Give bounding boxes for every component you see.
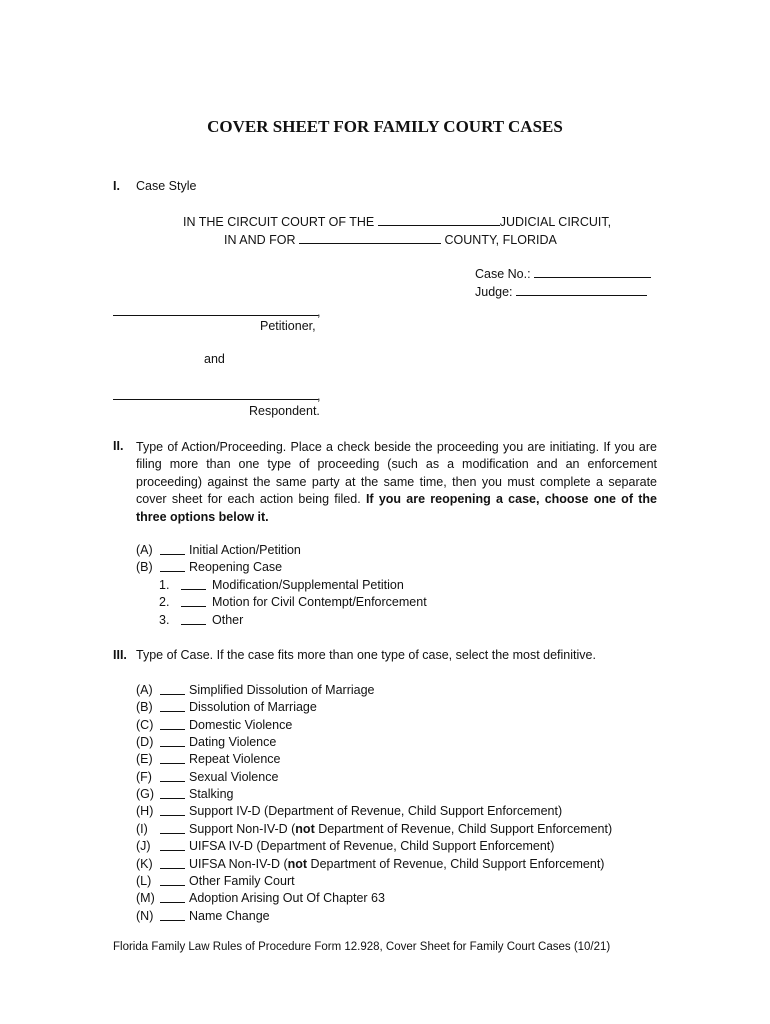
item-label: (L) [136, 873, 152, 888]
item-text-emphasis: not [287, 856, 308, 871]
court-line1-text-b: JUDICIAL CIRCUIT, [499, 215, 612, 229]
item-text: Domestic Violence [189, 717, 293, 732]
item-label: 1. [159, 577, 170, 592]
item-label: (D) [136, 735, 154, 750]
checkbox-blank[interactable] [160, 729, 185, 730]
item-label: (B) [136, 700, 153, 715]
respondent-comma: , [317, 389, 321, 403]
court-line2-text-b: COUNTY, FLORIDA [444, 233, 557, 247]
checkbox-blank[interactable] [160, 885, 185, 886]
item-label: (A) [136, 683, 153, 697]
reopen-option-item [159, 613, 559, 630]
case-type-item [136, 700, 636, 717]
item-text: Dissolution of Marriage [189, 700, 317, 715]
section1-numeral: I. [113, 179, 120, 193]
item-label: (N) [136, 908, 154, 923]
reopen-option-item [159, 578, 559, 595]
checkbox-blank[interactable] [181, 624, 206, 625]
case-type-item [136, 787, 636, 804]
case-type-item [136, 718, 636, 735]
item-label: (J) [136, 839, 151, 854]
section2-paragraph [136, 439, 657, 526]
item-text: Stalking [189, 787, 234, 802]
checkbox-blank[interactable] [160, 554, 185, 555]
court-line1-text-a: IN THE CIRCUIT COURT OF THE [183, 215, 375, 229]
item-text: Reopening Case [189, 560, 283, 575]
item-text-pre: Support Non-IV-D ( [189, 821, 296, 836]
judge-label: Judge: [475, 285, 513, 299]
checkbox-blank[interactable] [160, 694, 185, 695]
checkbox-blank[interactable] [160, 746, 185, 747]
item-label: (K) [136, 856, 153, 871]
section3-numeral: III. [113, 648, 127, 662]
court-line-1 [183, 214, 611, 229]
checkbox-blank[interactable] [160, 571, 185, 572]
checkbox-blank[interactable] [181, 589, 206, 590]
item-text: Other [212, 612, 244, 627]
item-label: (H) [136, 804, 154, 819]
checkbox-blank[interactable] [160, 868, 185, 869]
section2-bold-text: If you are reopening a case, choose one of the three options below it. [136, 492, 657, 524]
item-text: Adoption Arising Out Of Chapter 63 [189, 891, 385, 906]
item-text: Simplified Dissolution of Marriage [189, 683, 375, 697]
section1-heading: Case Style [136, 179, 197, 193]
petitioner-label: Petitioner, [260, 319, 316, 333]
checkbox-blank[interactable] [160, 833, 185, 834]
court-line2-text-a: IN AND FOR [224, 233, 296, 247]
case-no-row [475, 266, 651, 281]
case-no-label: Case No.: [475, 267, 531, 281]
case-type-item [136, 752, 636, 769]
case-no-blank[interactable] [534, 266, 651, 278]
case-type-item [136, 909, 636, 926]
item-label: (C) [136, 717, 154, 732]
item-text: Sexual Violence [189, 769, 279, 784]
item-text-post: Department of Revenue, Child Support Enforcement) [314, 821, 613, 836]
item-text: Support IV-D (Department of Revenue, Child Support Enforcement) [189, 804, 563, 819]
county-blank[interactable] [299, 232, 441, 244]
checkbox-blank[interactable] [160, 815, 185, 816]
item-label: (B) [136, 560, 153, 575]
section2-text: Type of Action/Proceeding. Place a check beside the proceeding you are initiating. If you are filing more than one type of proceeding (such as a modification and an enforcement proceeding) against the same party at the same time, then you must complete a separate cover sheet for each action being filed. [136, 440, 657, 507]
item-label: (F) [136, 769, 152, 784]
item-text-pre: UIFSA Non-IV-D ( [189, 856, 288, 871]
respondent-label: Respondent. [249, 404, 320, 418]
court-line-2 [224, 232, 557, 247]
case-type-item [136, 839, 636, 856]
item-text: Initial Action/Petition [189, 543, 301, 557]
item-label: (A) [136, 543, 153, 557]
action-type-item [136, 543, 536, 560]
item-text: Dating Violence [189, 735, 277, 750]
item-text: Repeat Violence [189, 752, 281, 767]
item-text: Name Change [189, 908, 270, 923]
respondent-name-line[interactable] [113, 399, 318, 400]
item-text-emphasis: not [295, 821, 315, 836]
checkbox-blank[interactable] [181, 606, 206, 607]
case-type-item [136, 874, 636, 891]
item-text: Motion for Civil Contempt/Enforcement [212, 595, 427, 610]
section2-numeral: II. [113, 439, 124, 453]
item-label: 2. [159, 595, 170, 610]
item-text: Modification/Supplemental Petition [212, 577, 404, 592]
and-label: and [204, 352, 225, 366]
case-type-item [136, 683, 636, 700]
item-text: UIFSA IV-D (Department of Revenue, Child Support Enforcement) [189, 839, 555, 854]
case-type-item [136, 891, 636, 908]
page-title: COVER SHEET FOR FAMILY COURT CASES [207, 117, 563, 136]
checkbox-blank[interactable] [160, 850, 185, 851]
item-label: (E) [136, 752, 153, 767]
checkbox-blank[interactable] [160, 781, 185, 782]
item-text [189, 857, 604, 871]
petitioner-name-line[interactable] [113, 315, 318, 316]
reopen-option-item [159, 595, 559, 612]
judge-row [475, 284, 647, 299]
petitioner-comma: , [317, 305, 321, 319]
case-type-item [136, 804, 636, 821]
checkbox-blank[interactable] [160, 711, 185, 712]
checkbox-blank[interactable] [160, 763, 185, 764]
item-label: (M) [136, 891, 155, 906]
item-text-post: Department of Revenue, Child Support Enforcement) [307, 856, 605, 871]
judge-blank[interactable] [516, 284, 647, 296]
action-type-item [136, 560, 536, 577]
item-text: Other Family Court [189, 873, 295, 888]
item-label: (I) [136, 821, 148, 836]
item-label: (G) [136, 787, 155, 802]
form-footer: Florida Family Law Rules of Procedure Form 12.928, Cover Sheet for Family Court Cases (10/21) [113, 941, 611, 953]
circuit-blank[interactable] [378, 214, 500, 226]
case-type-item [136, 857, 636, 874]
case-type-item [136, 735, 636, 752]
case-type-item [136, 770, 636, 787]
item-text [189, 822, 612, 836]
case-type-item [136, 822, 636, 839]
checkbox-blank[interactable] [160, 902, 185, 903]
checkbox-blank[interactable] [160, 920, 185, 921]
checkbox-blank[interactable] [160, 798, 185, 799]
item-label: 3. [159, 612, 170, 627]
section3-heading: Type of Case. If the case fits more than one type of case, select the most definitive. [136, 648, 596, 662]
